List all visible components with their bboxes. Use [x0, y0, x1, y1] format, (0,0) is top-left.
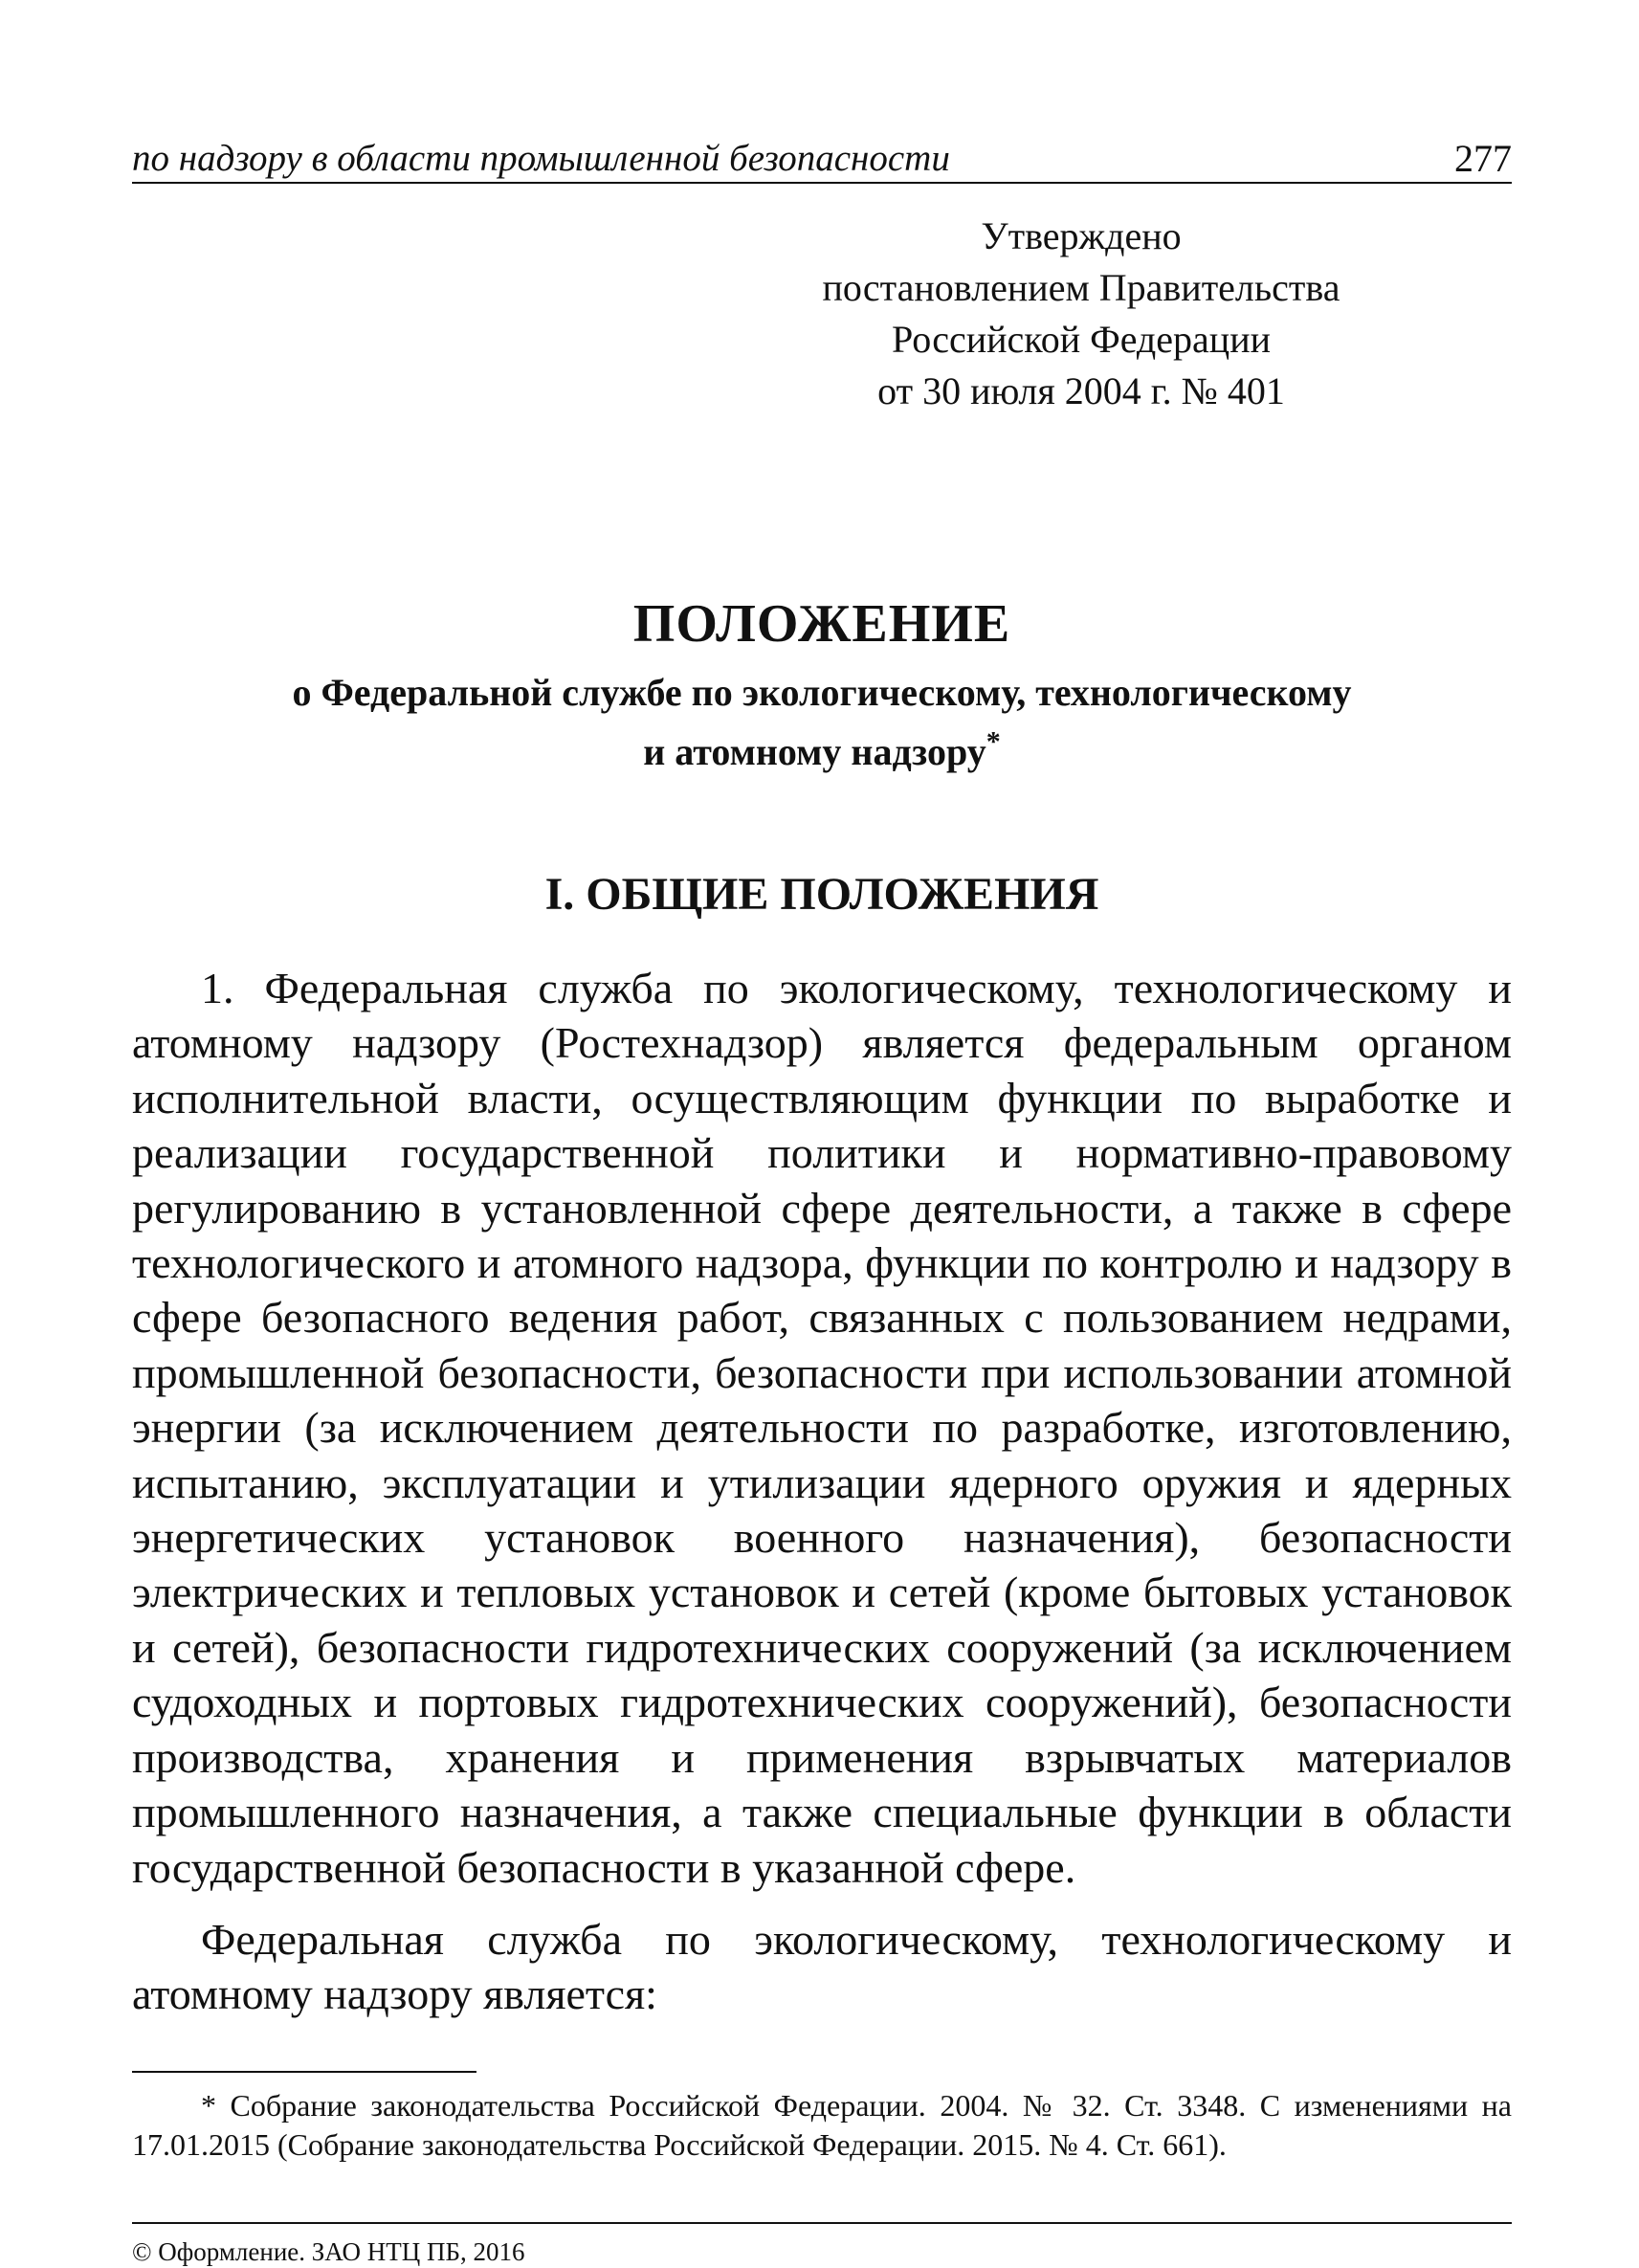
approval-block	[775, 211, 1387, 417]
copyright-notice: © Оформление. ЗАО НТЦ ПБ, 2016	[132, 2237, 525, 2266]
running-title: по надзору в области промышленной безопасности	[132, 138, 950, 179]
approval-line: Российской Федерации	[891, 318, 1272, 361]
paragraph-2: Федеральная служба по экологическому, технологическому и атомному надзору является:	[132, 1914, 1512, 2019]
subtitle-line-1: о Федеральной службе по экологическому, технологическому	[292, 671, 1352, 714]
footnote-text: * Собрание законодательства Российской Федерации. 2004. № 32. Ст. 3348. С изменениями на 17.01.2015 (Собрание законодательства Российской Федерации. 2015. № 4. Ст. 661).	[132, 2088, 1512, 2162]
approval-line: постановлением Правительства	[822, 266, 1340, 309]
page-number: 277	[1454, 137, 1512, 180]
running-header	[132, 134, 1512, 184]
section-body	[132, 961, 1512, 2022]
footnote-mark: *	[986, 725, 1001, 758]
document-page	[132, 134, 1512, 2266]
paragraph-1: 1. Федеральная служба по экологическому, технологическому и атомному надзору (Ростехнадзор) является федеральным органом исполнительной власти, осуществляющим функции по выработке и реализации государственной политики и нормативно-правовому регулированию в установленной сфере деятельности, а также в сфере технологического и атомного надзора, функции по контролю и надзору в сфере безопасного ведения работ, связанных с пользованием недрами, промышленной безопасности, безопасности при использовании атомной энергии (за исключением деятельности по разработке, изготовлению, испытанию, эксплуатации и утилизации ядерного оружия и ядерных энергетических установок военного назначения), безопасности электрических и тепловых установок и сетей (кроме бытовых установок и сетей), безопасности гидротехнических сооружений (за исключением судоходных и портовых гидротехнических сооружений), безопасности производства, хранения и применения взрывчатых материалов промышленного назначения, а также специальные функции в области государственной безопасности в указанной сфере.	[132, 964, 1512, 1892]
document-title: ПОЛОЖЕНИЕ	[632, 594, 1011, 654]
footnote-separator	[132, 2071, 476, 2073]
subtitle-line-2-text: и атомному надзору	[643, 730, 986, 773]
footnote	[132, 2086, 1512, 2165]
subtitle-line-2	[209, 723, 1435, 782]
section-heading: I. ОБЩИЕ ПОЛОЖЕНИЯ	[544, 869, 1099, 920]
document-subtitle	[209, 663, 1435, 782]
footer-separator	[132, 2222, 1512, 2224]
approval-line: Утверждено	[981, 214, 1182, 257]
approval-line: от 30 июля 2004 г. № 401	[877, 369, 1285, 412]
